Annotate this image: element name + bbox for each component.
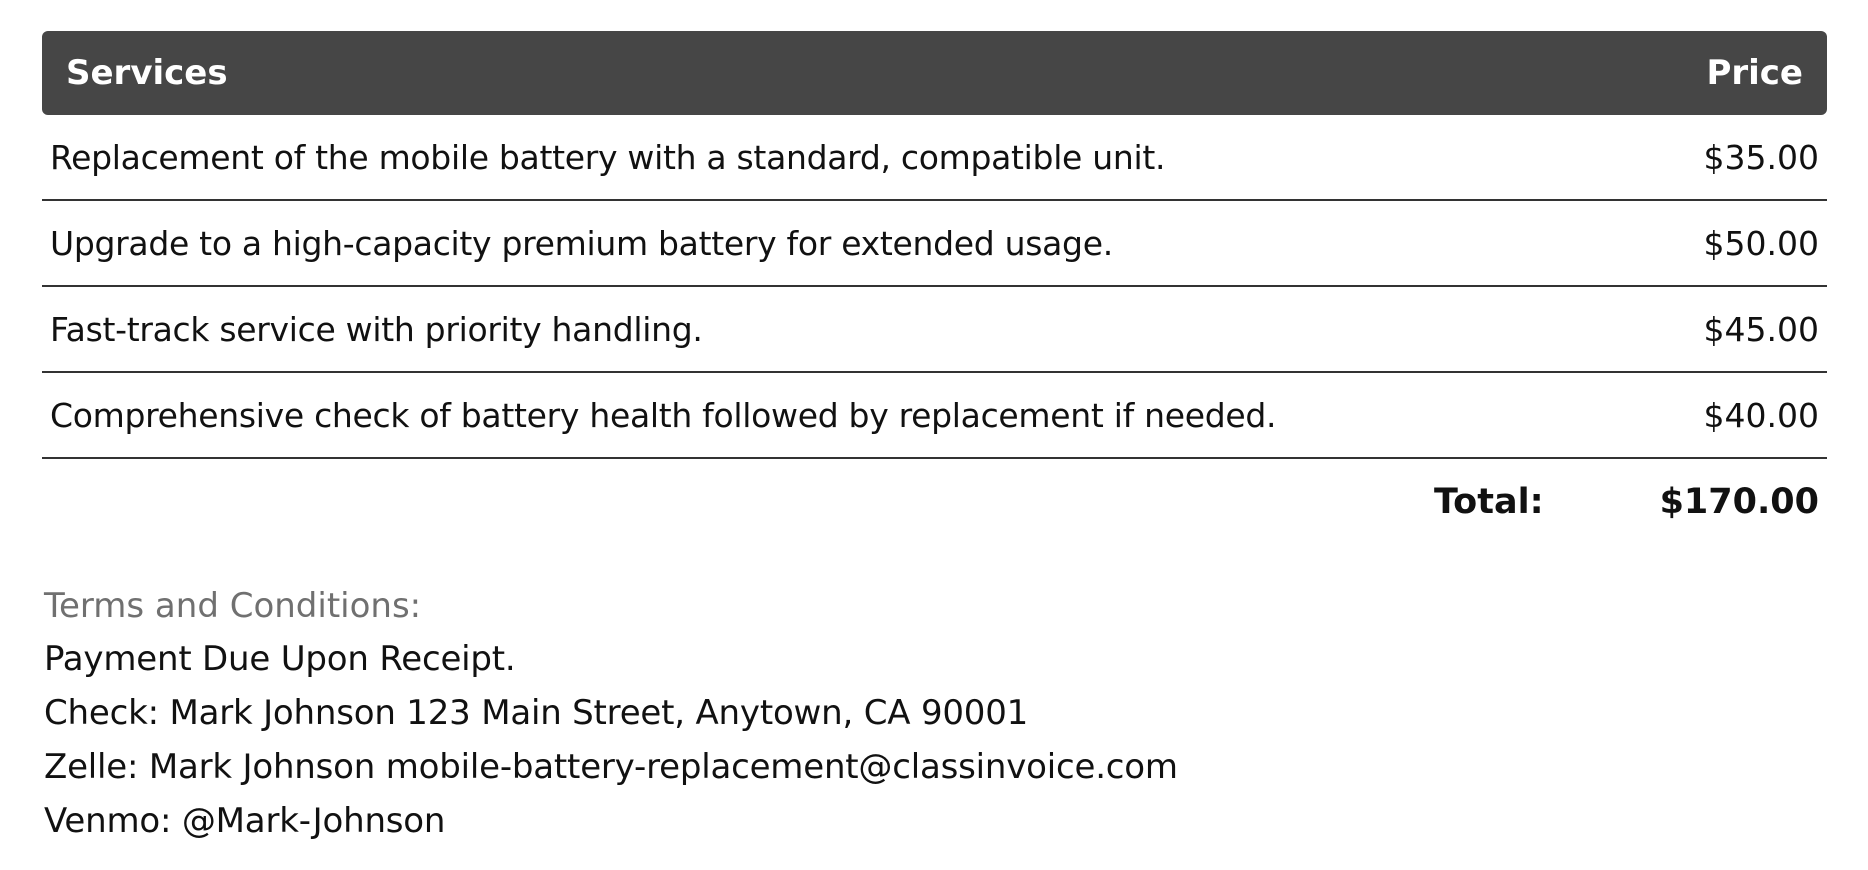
terms-section bbox=[44, 580, 1824, 848]
service-price: $50.00 bbox=[1703, 223, 1819, 263]
table-row bbox=[42, 373, 1827, 459]
table-row bbox=[42, 115, 1827, 201]
total-row bbox=[42, 459, 1827, 545]
service-price: $40.00 bbox=[1703, 395, 1819, 435]
service-description: Upgrade to a high-capacity premium battery for extended usage. bbox=[50, 223, 1113, 263]
table-header bbox=[42, 31, 1827, 115]
service-price: $35.00 bbox=[1703, 137, 1819, 177]
service-description: Replacement of the mobile battery with a standard, compatible unit. bbox=[50, 137, 1166, 177]
table-row bbox=[42, 201, 1827, 287]
check-payment-text: Check: Mark Johnson 123 Main Street, Anytown, CA 90001 bbox=[44, 693, 1029, 733]
total-label: Total: bbox=[1433, 482, 1544, 522]
services-table bbox=[42, 31, 1827, 545]
table-row bbox=[42, 287, 1827, 373]
services-column-header: Services bbox=[66, 53, 228, 93]
zelle-payment-text: Zelle: Mark Johnson mobile-battery-replacement@classinvoice.com bbox=[44, 747, 1178, 787]
payment-due-text: Payment Due Upon Receipt. bbox=[44, 639, 516, 679]
service-description: Fast-track service with priority handling. bbox=[50, 309, 703, 349]
total-value: $170.00 bbox=[1659, 482, 1819, 522]
venmo-payment-text: Venmo: @Mark-Johnson bbox=[44, 801, 446, 841]
service-price: $45.00 bbox=[1703, 309, 1819, 349]
price-column-header: Price bbox=[1706, 53, 1803, 93]
service-description: Comprehensive check of battery health followed by replacement if needed. bbox=[50, 395, 1277, 435]
terms-heading: Terms and Conditions: bbox=[44, 586, 422, 626]
